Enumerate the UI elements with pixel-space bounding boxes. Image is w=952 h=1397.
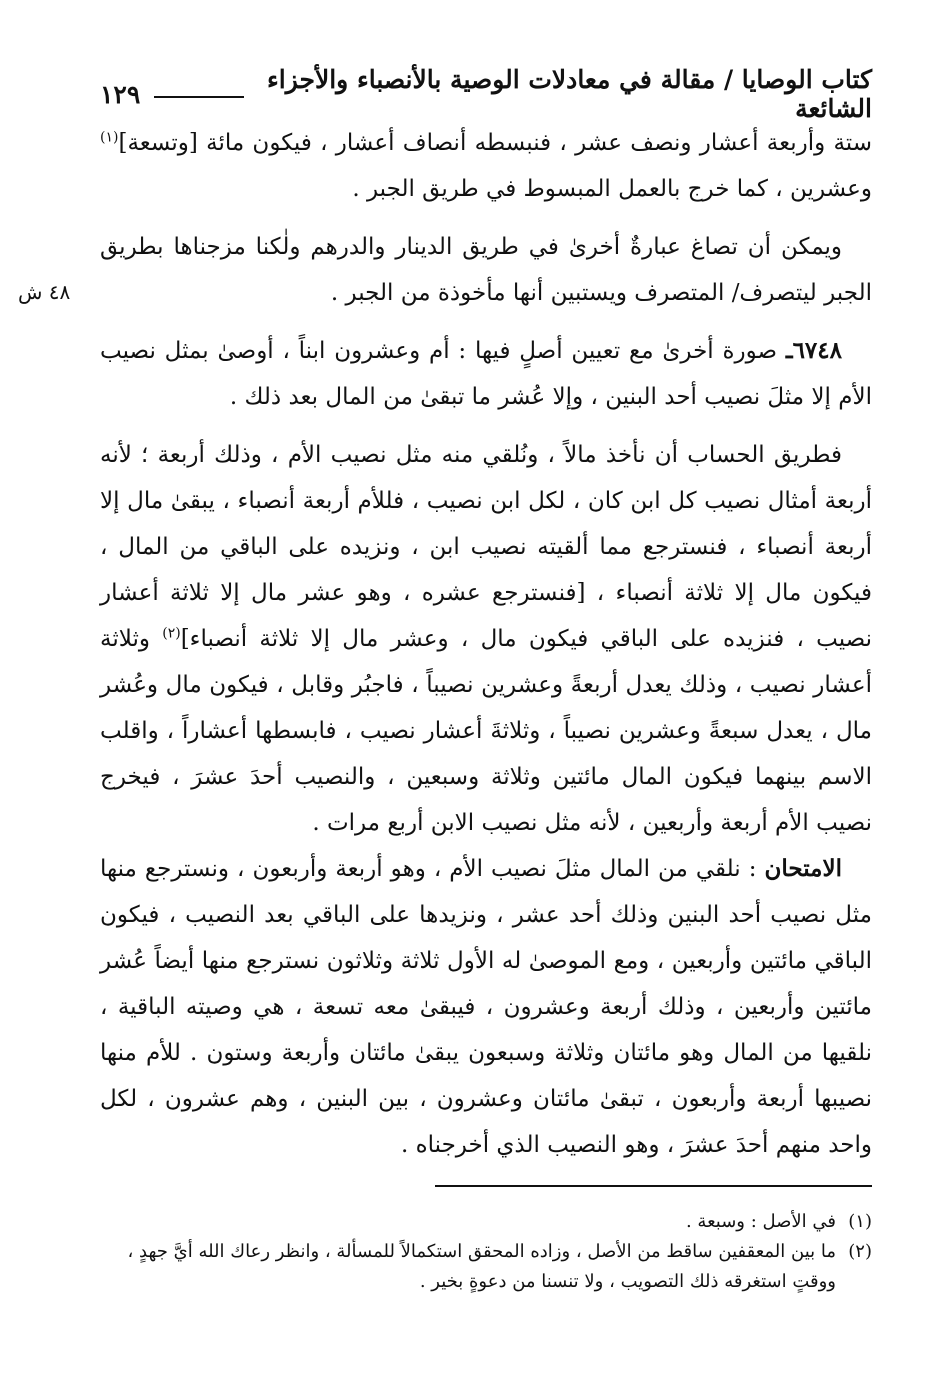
footnote-text: ما بين المعقفين ساقط من الأصل ، وزاده المحقق استكمالاً للمسألة ، وانظر رعاك الله أيَّ جهدٍ ، ووقتٍ استغرقه ذلك التصويب ، ولا تنسنا من دعوةٍ بخير . (127, 1241, 836, 1292)
footnotes (100, 1207, 872, 1297)
paragraph-3-text: صورة أخرىٰ مع تعيين أصلٍ فيها : أم وعشرون ابناً ، أوصىٰ بمثل نصيب الأم إلا مثلَ نصيب أحد البنين ، وإلا عُشر ما تبقىٰ من المال بعد ذلك . (100, 338, 872, 410)
header-title: كتاب الوصايا / مقالة في معادلات الوصية بالأنصباء والأجزاء الشائعة (267, 65, 872, 123)
problem-number: ٦٧٤٨ـ (785, 337, 842, 364)
footnote-number: (١) (848, 1211, 872, 1232)
footnote (100, 1237, 872, 1297)
paragraph-5-text: : نلقي من المال مثلَ نصيب الأم ، وهو أربعة وأربعون ، ونسترجع منها مثل نصيب أحد البنين وذلك أحد عشر ، ونزيدها على الباقي بعد النصيب ، فيكون الباقي مائتين وأربعين ، ومع الموصىٰ له الأول ثلاثة وثلاثون نسترجع منها أيضاً عُشر مائتين وأربعين ، وذلك أربعة وعشرون ، فيبقىٰ معه تسعة ، هي وصيته الباقية ، نلقيها من المال وهو مائتان وثلاثة وسبعون يبقىٰ مائتان وأربعة وستون . للأم منها نصيبها أربعة وأربعون ، تبقىٰ مائتان وعشرون ، بين البنين ، وهم عشرون ، لكل واحد منهم أحدَ عشرَ ، وهو النصيب الذي أخرجناه . (100, 856, 872, 1158)
footnote (100, 1207, 872, 1237)
page-number: ١٢٩ (100, 79, 141, 109)
footnote-text: في الأصل : وسبعة . (685, 1211, 836, 1232)
paragraph-3 (100, 328, 872, 420)
verification-label: الامتحان (764, 855, 842, 882)
paragraph-4-end: وثلاثة أعشار نصيب ، وذلك يعدل أربعةً وعشرين نصيباً ، فاجبُر وقابل ، فيكون مال وعُشر مال ، يعدل سبعةً وعشرين نصيباً ، وثلاثةَ أعشار نصيب ، فابسطها أعشاراً ، واقلب الاسم بينهما فيكون المال مائتين وثلاثة وسبعين ، والنصيب أحدَ عشرَ ، فيخرج نصيب الأم أربعة وأربعين ، لأنه مثل نصيب الابن أربع مرات . (100, 626, 872, 836)
footnote-divider (435, 1185, 872, 1187)
footnote-marker-1: (١) (100, 129, 119, 146)
paragraph-1-end: وعشرين ، كما خرج بالعمل المبسوط في طريق الجبر . (352, 176, 872, 202)
paragraph-4-text: فطريق الحساب أن نأخذ مالاً ، ونُلقي منه مثل نصيب الأم ، وذلك أربعة ؛ لأنه أربعة أمثال نصيب كل ابن كان ، لكل ابن نصيب ، فللأم أربعة أنصباء ، يبقىٰ مال إلا أربعة أنصباء ، فنسترجع مما ألقيته نصيب ابن ، ونزيده على الباقي من المال ، فيكون مال إلا ثلاثة أنصباء ، [فنسترجع عشره ، وهو عشر مال إلا ثلاثة أعشار نصيب ، فنزيده على الباقي فيكون مال ، وعشر مال إلا ثلاثة أنصباء] (100, 442, 873, 652)
main-text (100, 120, 872, 1168)
header-rule (154, 96, 244, 98)
margin-note: ٤٨ ش (18, 280, 71, 304)
footnote-number: (٢) (848, 1241, 872, 1262)
paragraph-1-text: ستة وأربعة أعشار ونصف عشر ، فنبسطه أنصاف أعشار ، فيكون مائة [وتسعة] (118, 130, 872, 156)
paragraph-5 (100, 846, 872, 1168)
running-header (100, 65, 872, 123)
paragraph-1 (100, 120, 872, 212)
paragraph-4 (100, 432, 872, 846)
footnote-marker-2: (٢) (162, 625, 181, 642)
paragraph-2: ويمكن أن تصاغ عبارةٌ أخرىٰ في طريق الدينار والدرهم ولٰكنا مزجناها بطريق الجبر ليتصرف/ المتصرف ويستبين أنها مأخوذة من الجبر . (100, 234, 872, 306)
